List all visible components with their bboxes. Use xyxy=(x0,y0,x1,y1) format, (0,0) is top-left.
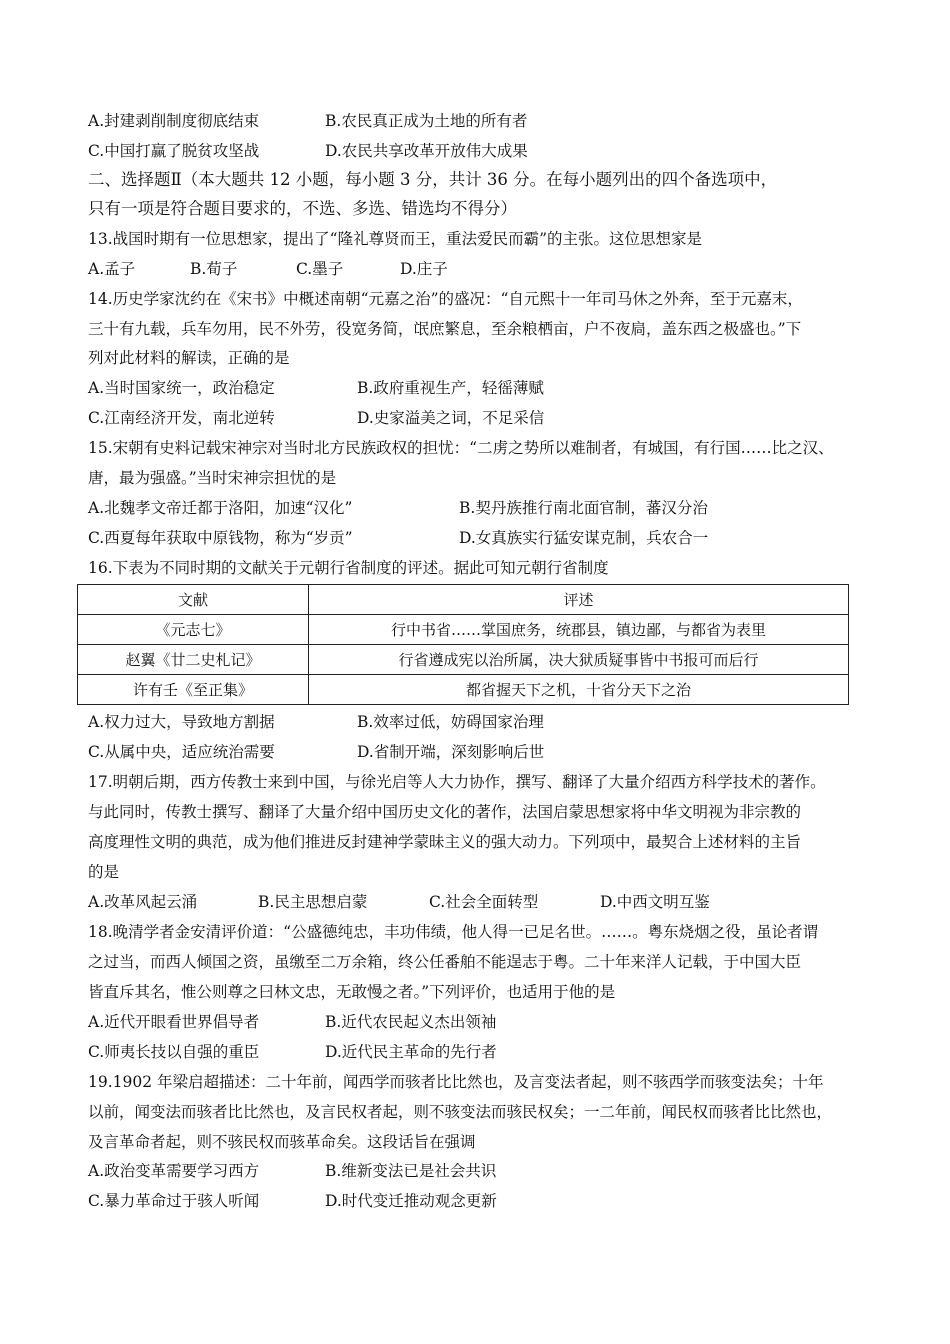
table-cell: 赵翼《廿二史札记》 xyxy=(78,645,309,675)
section-heading-line2: 只有一项是符合题目要求的，不选、多选、错选均不得分） xyxy=(88,199,517,218)
table-row xyxy=(78,615,849,645)
q14-option-c: C.江南经济开发，南北逆转 xyxy=(88,409,275,427)
q19-stem-3: 及言革命者起，则不骇民权而骇革命矣。这段话旨在强调 xyxy=(88,1133,476,1151)
table-cell: 行中书省……掌国庶务，统郡县，镇边鄙，与都省为表里 xyxy=(309,615,849,645)
q16-option-b: B.效率过低，妨碍国家治理 xyxy=(357,713,544,731)
q17-stem-1: 17.明朝后期，西方传教士来到中国，与徐光启等人大力协作，撰写、翻译了大量介绍西方科学技术的著作。 xyxy=(88,773,826,791)
q16-table xyxy=(77,584,849,705)
q12-option-a: A.封建剥削制度彻底结束 xyxy=(88,112,260,130)
q15-option-c: C.西夏每年获取中原钱物，称为“岁贡” xyxy=(88,529,353,547)
q16-option-a: A.权力过大，导致地方割据 xyxy=(88,713,275,731)
q13-option-b: B.荀子 xyxy=(190,260,238,278)
q17-option-a: A.改革风起云涌 xyxy=(88,893,198,911)
table-row xyxy=(78,645,849,675)
q15-option-d: D.女真族实行猛安谋克制，兵农合一 xyxy=(459,529,709,547)
q15-option-b: B.契丹族推行南北面官制，蕃汉分治 xyxy=(459,499,708,517)
q17-stem-3: 高度理性文明的典范，成为他们推进反封建神学蒙昧主义的强大动力。下列项中，最契合上述材料的主旨 xyxy=(88,833,802,851)
table-header: 评述 xyxy=(309,585,849,615)
table-header: 文献 xyxy=(78,585,309,615)
table-cell: 许有壬《至正集》 xyxy=(78,675,309,705)
q14-stem-1: 14.历史学家沈约在《宋书》中概述南朝“元嘉之治”的盛况：“自元熙十一年司马休之外奔，至于元嘉末， xyxy=(88,290,803,308)
section-heading-line1: 二、选择题Ⅱ（本大题共 12 小题，每小题 3 分，共计 36 分。在每小题列出的四个备选项中， xyxy=(88,170,778,189)
q16-option-d: D.省制开端，深刻影响后世 xyxy=(357,743,545,761)
table-header-row xyxy=(78,585,849,615)
q18-stem-3: 皆直斥其名，惟公则尊之曰林文忠，无敢慢之者。”下列评价，也适用于他的是 xyxy=(88,983,616,1001)
q13-stem: 13.战国时期有一位思想家，提出了“隆礼尊贤而王，重法爱民而霸”的主张。这位思想家是 xyxy=(88,230,703,248)
q19-option-a: A.政治变革需要学习西方 xyxy=(88,1162,260,1180)
q19-option-c: C.暴力革命过于骇人听闻 xyxy=(88,1192,260,1210)
q18-stem-2: 之过当，而西人倾国之资，虽缴至二万余箱，终公任番舶不能逞志于粤。二十年来洋人记载，于中国大臣 xyxy=(88,953,802,971)
q14-stem-2: 三十有九载，兵车勿用，民不外劳，役宽务简，氓庶繁息，至余粮栖亩，户不夜扃，盖东西之极盛也。”下 xyxy=(88,320,802,338)
q19-option-d: D.时代变迁推动观念更新 xyxy=(325,1192,497,1210)
q13-option-c: C.墨子 xyxy=(296,260,344,278)
table-cell: 《元志七》 xyxy=(78,615,309,645)
q14-option-a: A.当时国家统一，政治稳定 xyxy=(88,379,275,397)
q18-option-c: C.师夷长技以自强的重臣 xyxy=(88,1043,260,1061)
q15-stem-2: 唐，最为强盛。”当时宋神宗担忧的是 xyxy=(88,469,337,487)
q15-stem-1: 15.宋朝有史料记载宋神宗对当时北方民族政权的担忧：“二虏之势所以难制者，有城国，有行国……比之汉、 xyxy=(88,439,834,457)
q17-option-d: D.中西文明互鉴 xyxy=(600,893,710,911)
q12-option-c: C.中国打赢了脱贫攻坚战 xyxy=(88,142,260,160)
q16-stem: 16.下表为不同时期的文献关于元朝行省制度的评述。据此可知元朝行省制度 xyxy=(88,559,609,577)
q14-option-b: B.政府重视生产，轻徭薄赋 xyxy=(357,379,544,397)
q19-stem-2: 以前，闻变法而骇者比比然也，及言民权者起，则不骇变法而骇民权矣；一二年前，闻民权而骇者比比然也， xyxy=(88,1103,833,1121)
q17-stem-4: 的是 xyxy=(88,863,120,881)
q12-option-b: B.农民真正成为土地的所有者 xyxy=(325,112,528,130)
q17-option-b: B.民主思想启蒙 xyxy=(258,893,368,911)
q17-option-c: C.社会全面转型 xyxy=(429,893,539,911)
q18-stem-1: 18.晚清学者金安清评价道：“公盛德纯忠，丰功伟绩，他人得一已足名世。……。粤东烧烟之役，虽论者谓 xyxy=(88,923,819,941)
table-row xyxy=(78,675,849,705)
q12-option-d: D.农民共享改革开放伟大成果 xyxy=(325,142,528,160)
q16-option-c: C.从属中央，适应统治需要 xyxy=(88,743,275,761)
table-cell: 行省遵成宪以治所属，决大狱质疑事皆中书报可而后行 xyxy=(309,645,849,675)
q19-stem-1: 19.1902 年梁启超描述：二十年前，闻西学而骇者比比然也，及言变法者起，则不骇西学而骇变法矣；十年 xyxy=(88,1073,824,1091)
q14-option-d: D.史家溢美之词，不足采信 xyxy=(357,409,545,427)
q19-option-b: B.维新变法已是社会共识 xyxy=(325,1162,497,1180)
q18-option-b: B.近代农民起义杰出领袖 xyxy=(325,1013,497,1031)
q13-option-a: A.孟子 xyxy=(88,260,136,278)
q18-option-a: A.近代开眼看世界倡导者 xyxy=(88,1013,260,1031)
q18-option-d: D.近代民主革命的先行者 xyxy=(325,1043,497,1061)
q15-option-a: A.北魏孝文帝迁都于洛阳，加速“汉化” xyxy=(88,499,353,517)
q13-option-d: D.庄子 xyxy=(400,260,448,278)
q17-stem-2: 与此同时，传教士撰写、翻译了大量介绍中国历史文化的著作，法国启蒙思想家将中华文明视为非宗教的 xyxy=(88,803,802,821)
table-cell: 都省握天下之机，十省分天下之治 xyxy=(309,675,849,705)
q14-stem-3: 列对此材料的解读，正确的是 xyxy=(88,349,290,367)
